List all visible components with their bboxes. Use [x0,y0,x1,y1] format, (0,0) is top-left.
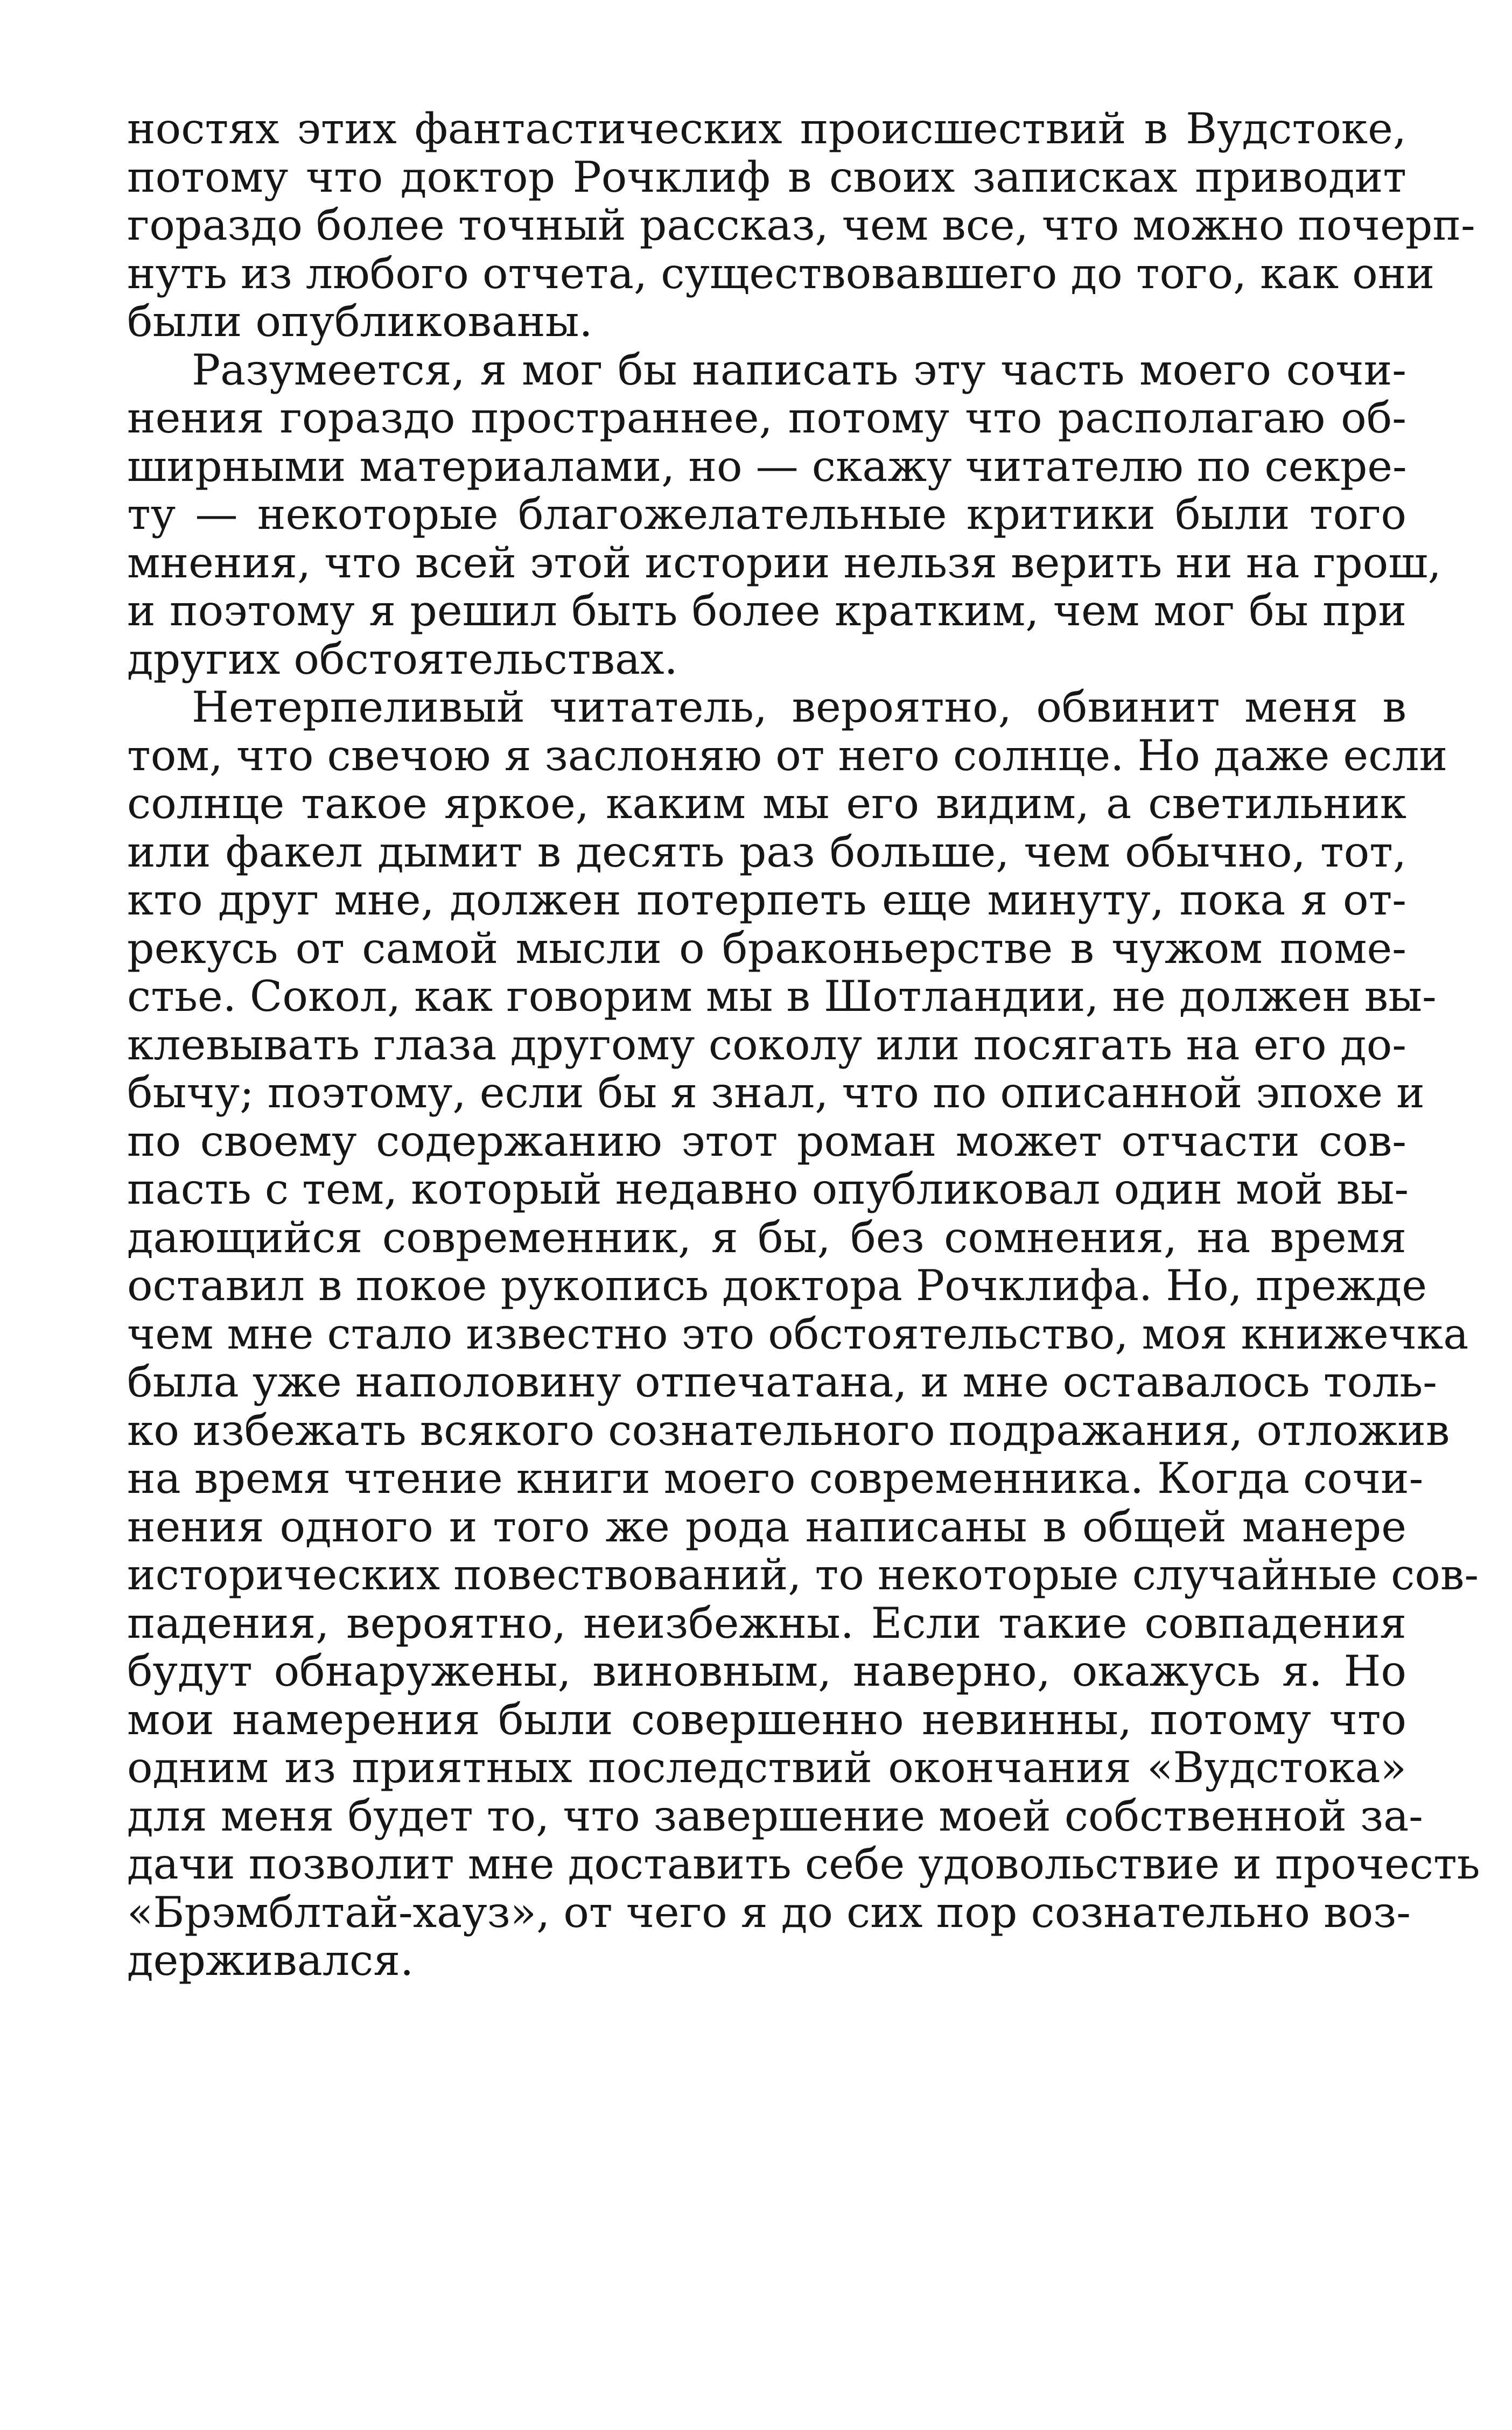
text-line: были опубликованы. [127,297,593,346]
paragraph-3 [127,682,1480,1985]
text-line: Нетерпеливый читатель, вероятно, обвинит меня в [192,682,1406,732]
text-line: мнения, что всей этой истории нельзя верить ни на грош, [127,537,1441,588]
text-line: других обстоятельствах. [127,634,678,684]
text-line: гораздо более точный рассказ, чем все, что можно почерп- [127,200,1475,250]
text-line: ко избежать всякого сознательного подражания, отложив [127,1405,1450,1455]
text-line: «Брэмблтай-хауз», от чего я до сих пор сознательно воз- [127,1887,1411,1937]
text-line: пасть с тем, который недавно опубликовал один мой вы- [127,1164,1409,1214]
text-line: будут обнаружены, виновным, наверно, окажусь я. Но [127,1646,1406,1696]
text-line: том, что свечою я заслоняю от него солнце. Но даже если [127,730,1448,780]
text-line: кто друг мне, должен потерпеть еще минуту, пока я от- [127,875,1406,925]
text-line: нения одного и того же рода написаны в общей манере [127,1502,1406,1552]
text-line: нуть из любого отчета, существовавшего до того, как они [127,248,1435,298]
text-line: была уже наполовину отпечатана, и мне оставалось толь- [127,1357,1437,1407]
text-line: клевывать глаза другому соколу или посягать на его до- [127,1020,1406,1070]
text-line: для меня будет то, что завершение моей собственной за- [127,1791,1423,1841]
text-line: одним из приятных последствий окончания «Вудстока» [127,1743,1406,1792]
paragraph-2 [127,345,1441,684]
text-line: мои намерения были совершенно невинны, потому что [127,1694,1406,1744]
text-line: рекусь от самой мысли о браконьерстве в чужом поме- [127,923,1406,973]
text-line: потому что доктор Рочклиф в своих записках приводит [127,152,1406,202]
text-line: падения, вероятно, неизбежны. Если такие совпадения [127,1598,1406,1648]
text-line: или факел дымит в десять раз больше, чем обычно, тот, [127,827,1406,877]
text-line: держивался. [127,1936,414,1985]
text-line: ширными материалами, но — скажу читателю по секре- [127,441,1407,491]
text-line: нения гораздо пространнее, потому что располагаю об- [127,393,1406,443]
paragraph-1 [127,104,1475,346]
text-line: и поэтому я решил быть более кратким, чем мог бы при [127,586,1406,636]
text-line: дающийся современник, я бы, без сомнения, на время [127,1212,1406,1262]
text-line: ту — некоторые благожелательные критики были того [127,490,1406,539]
text-line: бычу; поэтому, если бы я знал, что по описанной эпохе и [127,1068,1425,1118]
text-line: по своему содержанию этот роман может отчасти сов- [127,1116,1406,1166]
text-line: исторических повествований, то некоторые случайные сов- [127,1550,1479,1600]
text-line: чем мне стало известно это обстоятельство, моя книжечка [127,1309,1469,1359]
text-line: дачи позволит мне доставить себе удовольствие и прочесть [127,1839,1480,1889]
text-line: солнце такое яркое, каким мы его видим, а светильник [127,779,1406,828]
text-line: Разумеется, я мог бы написать эту часть моего сочи- [192,345,1406,395]
text-line: оставил в покое рукопись доктора Рочклифа. Но, прежде [127,1261,1427,1310]
text-line: на время чтение книги моего современника. Когда сочи- [127,1454,1424,1503]
text-line: стье. Сокол, как говорим мы в Шотландии, не должен вы- [127,972,1437,1021]
text-line: ностях этих фантастических происшествий в Вудстоке, [127,104,1406,153]
page-body-text [127,104,1480,1985]
